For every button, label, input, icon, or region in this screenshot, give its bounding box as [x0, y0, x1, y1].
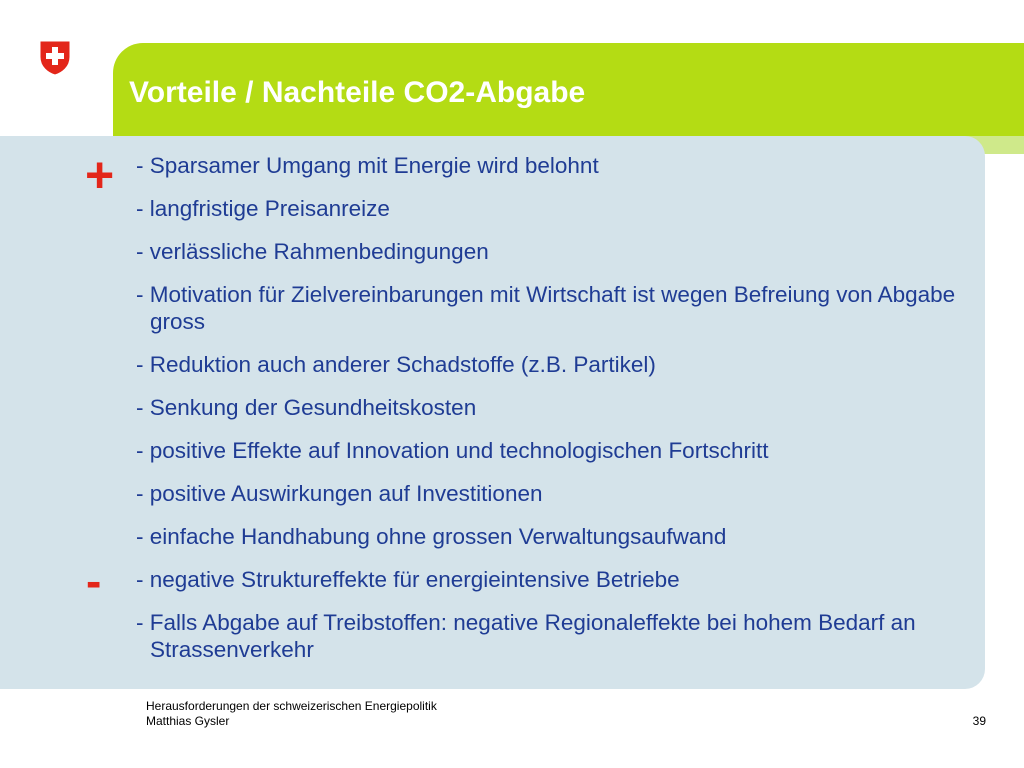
bullet-item: - Sparsamer Umgang mit Energie wird belohnt: [136, 153, 599, 178]
bullet-item: - Falls Abgabe auf Treibstoffen: negative Regionaleffekte bei hohem Bedarf an Strassenverkehr: [136, 610, 916, 662]
bullet-item: - Reduktion auch anderer Schadstoffe (z.B. Partikel): [136, 352, 656, 377]
bullet-item: - negative Struktureffekte für energieintensive Betriebe: [136, 567, 680, 592]
bullet-item: - positive Effekte auf Innovation und technologischen Fortschritt: [136, 438, 769, 463]
bullet-item: - Senkung der Gesundheitskosten: [136, 395, 477, 420]
title-bar: [113, 43, 1024, 136]
footer-author: Matthias Gysler: [146, 714, 230, 728]
plus-sign: +: [85, 147, 115, 203]
content-panel-edge: [985, 154, 1024, 689]
bullet-item: - langfristige Preisanreize: [136, 196, 390, 221]
bullet-item: - einfache Handhabung ohne grossen Verwaltungsaufwand: [136, 524, 727, 549]
minus-sign: -: [86, 555, 102, 607]
bullet-item: - Motivation für Zielvereinbarungen mit Wirtschaft ist wegen Befreiung von Abgabe gross: [136, 282, 956, 334]
footer: [146, 699, 437, 729]
footer-presentation-title: Herausforderungen der schweizerischen Energiepolitik: [146, 699, 437, 713]
bullet-item: - positive Auswirkungen auf Investitionen: [136, 481, 543, 506]
page-number: 39: [972, 714, 986, 728]
bullet-item: - verlässliche Rahmenbedingungen: [136, 239, 489, 264]
slide-title: Vorteile / Nachteile CO2-Abgabe: [129, 76, 586, 109]
bullet-list: [136, 152, 986, 679]
swiss-cross-shield-icon: [39, 40, 71, 76]
